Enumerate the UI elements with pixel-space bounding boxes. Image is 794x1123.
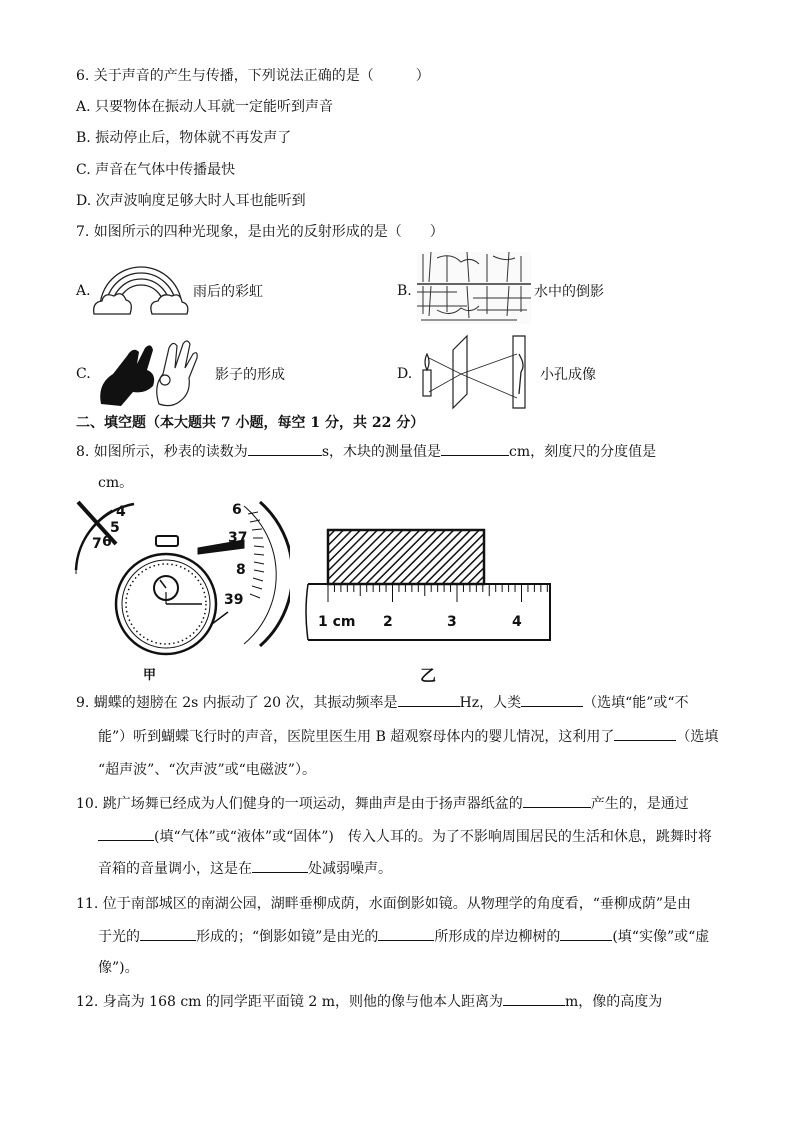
q9-blank-1[interactable] [398,692,460,707]
q8-line-1 [76,441,656,462]
q11-blank-2[interactable] [378,926,434,941]
q7-option-a-letter: A. [76,283,91,299]
q7-option-d-caption: 小孔成像 [540,367,596,383]
q11-blank-1[interactable] [140,926,196,941]
q10-text-3: (填“气体”或“液体”或“固体”) 传入人耳的。为了不影响周围居民的生活和休息，跳舞时将 [154,829,712,845]
q10-blank-3[interactable] [252,858,308,873]
q9-text-5: （选填 [676,729,719,745]
q10-text-1: 10. 跳广场舞已经成为人们健身的一项运动，舞曲声是由于扬声器纸盆的 [76,796,523,812]
stopwatch-figure [72,496,290,674]
q10-line-3 [98,858,392,879]
q11-line-1: 11. 位于南部城区的南湖公园，湖畔垂柳成荫，水面倒影如镜。从物理学的角度看，“垂柳成荫”是由 [76,896,692,912]
ruler-block-figure [304,526,554,646]
q12-text-1: 12. 身高为 168 cm 的同学距平面镜 2 m，则他的像与他本人距离为 [76,994,503,1010]
stopwatch-num-5: 5 [110,520,120,536]
q9-line-1 [76,692,689,713]
q10-blank-1[interactable] [523,793,591,808]
q11-text-4: (填“实像”或“虚 [612,929,710,945]
q7-option-c-letter: C. [76,366,91,382]
section-heading: 二、填空题（本大题共 7 小题，每空 1 分，共 22 分） [76,415,425,431]
stopwatch-num-7: 7 [92,536,102,552]
q6-option-d: D. 次声波响度足够大时人耳也能听到 [76,193,306,209]
ruler-label-1cm: 1 cm [318,614,356,630]
q10-text-4: 音箱的音量调小，这是在 [98,861,252,877]
ruler-label-4: 4 [512,614,522,630]
q11-line-2 [98,926,709,947]
q8-line-2: cm。 [98,475,134,491]
rainbow-figure [92,256,190,322]
q9-line-3: “超声波”、“次声波”或“电磁波”）。 [98,762,316,778]
q6-stem: 6. 关于声音的产生与传播，下列说法正确的是（ ） [76,68,430,84]
q9-line-2 [98,726,718,747]
q11-text-3: 所形成的岸边柳树的 [434,929,561,945]
stopwatch-num-4: 4 [116,504,126,520]
q7-option-d-letter: D. [397,366,413,382]
stopwatch-num-6: 6 [102,534,112,550]
q7-option-c-caption: 影子的形成 [215,367,285,383]
q6-option-a: A. 只要物体在振动人耳就一定能听到声音 [76,99,334,115]
stopwatch-big-39: 39 [224,592,244,608]
pinhole-camera-figure [417,332,541,410]
q9-blank-2[interactable] [521,692,583,707]
q6-option-b: B. 振动停止后，物体就不再发声了 [76,130,292,146]
stopwatch-big-6: 6 [232,502,242,518]
q7-option-b-caption: 水中的倒影 [534,284,604,300]
q10-line-1 [76,793,689,814]
q10-blank-2[interactable] [98,826,154,841]
q12-line-1 [76,991,662,1012]
fig-label-jia: 甲 [143,668,157,683]
q12-blank-1[interactable] [503,991,565,1006]
q9-text-4: 能”）听到蝴蝶飞行时的声音，医院里医生用 B 超观察母体内的婴儿情况，这利用了 [98,729,615,745]
q11-text-1: 于光的 [98,929,140,945]
q11-blank-3[interactable] [560,926,612,941]
q9-blank-3[interactable] [614,726,676,741]
q11-text-2: 形成的；“倒影如镜”是由光的 [196,929,379,945]
q8-text-2: s，木块的测量值是 [321,444,441,460]
ruler-label-3: 3 [447,614,457,630]
q9-text-3: （选填“能”或“不 [583,695,689,711]
q6-option-c: C. 声音在气体中传播最快 [76,162,236,178]
q8-blank-2[interactable] [441,441,509,456]
q10-text-2: 产生的，是通过 [590,796,689,812]
q7-stem: 7. 如图所示的四种光现象，是由光的反射形成的是（ ） [76,224,444,240]
q10-text-5: 处减弱噪声。 [308,861,392,877]
q9-text-2: Hz，人类 [459,695,522,711]
hand-shadow-figure [97,334,201,412]
fig-label-yi: 乙 [420,666,437,685]
q9-text-1: 9. 蝴蝶的翅膀在 2s 内振动了 20 次，其振动频率是 [76,695,398,711]
ruler-label-2: 2 [383,614,393,630]
q12-text-2: m，像的高度为 [565,994,663,1010]
q8-blank-1[interactable] [248,441,322,456]
q11-line-3: 像”)。 [98,960,139,976]
stopwatch-big-37: 37 [228,530,248,546]
q10-line-2 [98,826,712,847]
q7-option-a-caption: 雨后的彩虹 [193,284,263,300]
stopwatch-big-8: 8 [236,562,246,578]
q8-text-1: 8. 如图所示，秒表的读数为 [76,444,248,460]
q7-option-b-letter: B. [397,283,412,299]
q8-text-3: cm，刻度尺的分度值是 [509,444,657,460]
water-reflection-figure [417,252,531,324]
